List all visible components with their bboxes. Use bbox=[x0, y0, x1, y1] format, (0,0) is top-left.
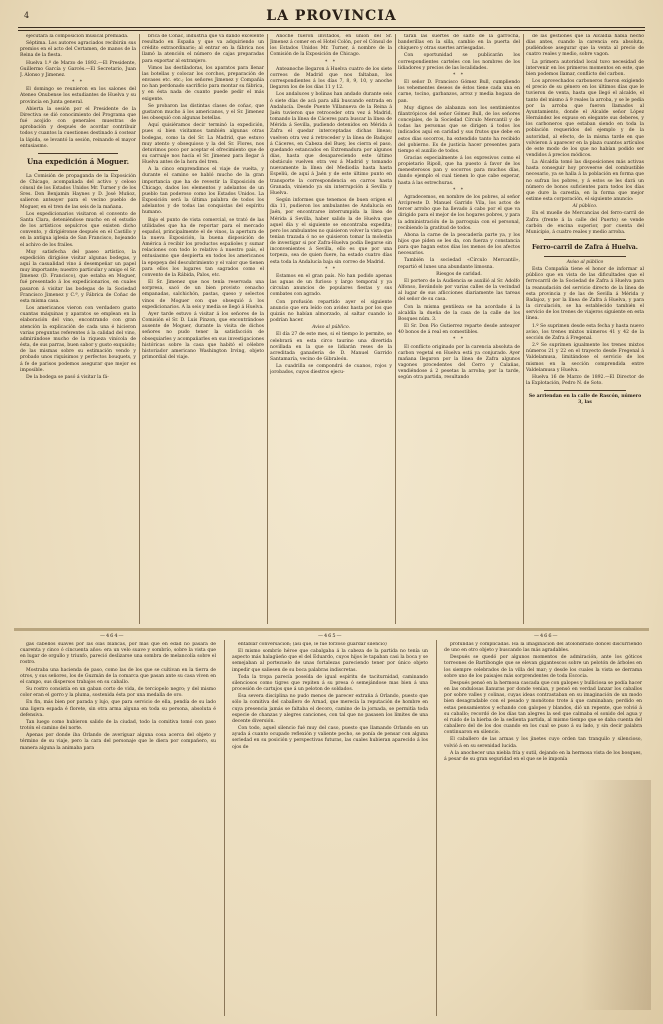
paragraph: entablar conversación; (así que, le fué forzoso guardar silencio) bbox=[238, 642, 387, 647]
paragraph: También la sociedad «Círculo Mercantil», repartió el lunes una abundante limosna. bbox=[398, 258, 520, 270]
paragraph: La cuadrilla se compondrá de cuanos, rojos y jorobados, cuyos diestros ejecu- bbox=[270, 364, 392, 376]
paragraph: Toda la tropa parecía poseída de igual espíritu de taciturnidad, caminando silenciosos como tigres que repiten á su presa ó semejándose mas bien á una procesión de cartujos que á un peloton de soldados. bbox=[232, 674, 428, 693]
paragraph: A la cinco emprendimos el viaje de vuelta, y durante el camino se habló mucho de la gran importancia que ha de revestir la Exposición de Chicago, dados los elementos y adelantos de un pueblo tan poderoso como los Estados Unidos. La Exposición será la última palabra de todos los adelantos y de todas las conquistas del espíritu humano. bbox=[142, 167, 264, 216]
column-rule bbox=[224, 640, 225, 1016]
paragraph: Gracias especialmente á los expresivos como el propietario Ripoll, que ha puesto á favor de los menesterosos pan y socorros para muchos días, dando ejemplo el cual tienen lo que cabe esperar, hasta á las estrechuras. bbox=[398, 155, 520, 186]
paragraph: Después se quedó por algunos momentos de admiración, ante los góticos torreones de Bartibongle que se elevan gigantescos sobre un pelotón de árboles en los siempre celebrados de la villa del mar; y desde los cuales la vista se derrama sobre uno de los paisajes más sorprendentes de toda Escocia. bbox=[444, 655, 642, 679]
paragraph: Aquí quisiéramos decir terminó la expedición, pues si bien visitamos también algunas otras bodegas, como la del Sr. La Madrid, que estuvo muy atento y obsequioso y la del Sr. Flores, nos detuvimos poco por aceptar el ofrecimiento que de su carruaje nos hacía el Sr. Jimenez para llegar á Huelva antes de la hora del tren. bbox=[142, 123, 264, 166]
paragraph: 2.º Se suprimen igualmente los trenes mixtos números 21 y 22 en el trayecto desde Fregenal á Valdelamusa, limitándose el servicio de los mismos en la sección comprendida entre Valdelamusa y Huelva. bbox=[526, 343, 644, 373]
paragraph: Apenas por donde iba Orlando de averiguar alguna cosa acerca del objeto y término de su viaje, pero la cara del personaje que le diera por compañero, su manera alguna la animaba para bbox=[20, 733, 216, 751]
paragraph: Los americanos vieron con verdadero gusto cuantas máquinas y aparatos se emplean en la elaboración del vino, encontrando con gran atención la explicación de cada una é hicieron varias preguntas referentes á la calidad del vino, admirándose mucho de la riqueza vinícola de ésta, de sus parras, buen sabor y gusto exquisito; de las mismas sobre su estimación vendo y probado unos riquísimos y perfectos bouquets, y á fe de parisos podemos asegurar que mejor es imposible. bbox=[20, 306, 136, 373]
column-2 bbox=[142, 34, 264, 624]
paragraph: Bajo el punto de vista comercial, se trató de las utilidades que ha de reportar para el mercado español, principalmente el de vinos, la apertura de la nueva Exposición, la buena disposición de América á recibir los productos españoles y sumar relaciones con todo lo relativo á nuestro país, el entusiasmo que despierta en todos los americanos la epopeya del descubrimiento y el valor que tienen para ellos los lugares tan sagrados como el convento de la Rábida, Palos, etc. bbox=[142, 217, 264, 278]
section-divider: * * bbox=[452, 72, 466, 78]
notice-heading: Riesgos de caridad. bbox=[436, 271, 482, 277]
paragraph: de las gestiones que la Alcaldía había hecho días antes, cuando la carencia era absoluta, pudiéndose asegurar que la venta al precio de cuatro reales y medio, sobre vagon. bbox=[526, 34, 644, 58]
notice-heading: Aviso al público. bbox=[312, 325, 350, 331]
folletin-rule bbox=[14, 628, 649, 631]
paragraph: Según informes que tenemos de buen origen el día 11, pudieron los ambulantes de Andalucía en Jaén, por encontrarse interrumpida la línea de Mérida á Sevilla, haber salido la de Huelva que aquel día y el siguiente se encontraba expedita; pero los ambulantes no quisieron volver la vista que tenían trazada ó no se quisieron tomar la molestia de investigar si por Zafra-Huelva podía llegarse sin inconvenientes á Sevilla, ello es que por una torpeza, sea de quien fuere, ha estado cuatro días esta toda la Andalucía baja sin correo de Madrid. bbox=[270, 198, 392, 265]
paragraph: Después pensó en la hermosa cascada que con galopes y bulliciosa se podía hacer en las ondulosas llanuras por donde venían, y pensó en verdad lanzar los caballos por sobre valles y colinas, cuyas ideas contrastaban en su imaginación de un modo bien desagradable con el pesado y monótono trote á que caminaban; perdido en estas pensamientos y echando con galopes y blandos, dió un repente, que volvió á su caballo; recordó de los días tan alegres la sed que calmaba el sonido del agua y el ruido de la hierba de la sedienta partida, al mismo tiempo que se daba cuenta del caballero del de los dos cuando en los cual se puso á su lado, y sin decir palabra continuaron en silencio. bbox=[444, 680, 642, 736]
section-divider: * * bbox=[452, 187, 466, 193]
paragraph: Los andaluces y bolinas han andado durante seis ó siete días de acá para allá buscando entrada en Andalucía. Desde Puente Villanueva de la Reina á Jaén tuvieron que retroceder otra vez á Madrid, tomando la línea de Cáceres para buscar la línea de Mérida á Sevilla, pudiendo detenidos en Mérida á Zafra el quedar interceptadas dichas líneas; vuelven otra vez á retroceder y la línea de Badajoz á Cáceres, en Cabeza del Buey, les cierra el paso, quedando estancados en Extremadura por algunos días, hasta que desapareciendo este último obstáculo vuelven otra vez á Madrid y tomando nuevamente la línea del Mediodía hasta hasta Espeliú, de aquí á Jaén y de este último punto en transporte la correspondencia en carros hasta Granada, viniendo ya sin interrupción á Sevilla y Huelva. bbox=[270, 92, 392, 196]
masthead bbox=[18, 8, 645, 26]
paragraph: El Sr. Don Pío Gutierrez reparte desde anteayer 40 bonos de á real en comestibles. bbox=[398, 324, 520, 336]
paragraph: El conflicto originado por la carencia absoluta de carbon vegetal en Huelva está ya conjurado. Ayer mañana llegaron por la línea de Zafra algunos vagones procedentes del Cerro y Calañas, vendiéndose á 2 pesetas la arroba; por la tarde, según otra partida, resultando bbox=[398, 344, 520, 381]
paragraph: Su rostro consistía en un gaban corto de vida, de terciopelo negro; y del mismo color eran el gorro y la pluma, sostenida ésta por una medalla de oro. bbox=[20, 687, 216, 699]
paragraph: Con profusión repartido ayer el siguiente anuncio que era leído con avidez hasta por los que quizás no habían almorzado, al saltar cuando lo podrían hacer. bbox=[270, 299, 392, 324]
article-headline: Ferro-carril de Zafra á Huelva. bbox=[532, 244, 638, 251]
serial-page-number: —464— bbox=[100, 633, 125, 639]
paragraph: En el muelle de Mercancías del ferro-carril de Zafra (frente á la calle del Puerto) se vende carbón de encina superior, por cuenta del Municipio, á cuatro reales y medio arroba. bbox=[526, 211, 644, 235]
paragraph: Huelva 16 de Marzo de 1892.—El Director de la Explotación, Pedro N. de Soto. bbox=[526, 374, 644, 386]
section-divider: * * bbox=[71, 80, 85, 86]
section-divider: * * bbox=[324, 266, 338, 272]
paragraph: En fin, más bien por parada y lujo, que para servicio de ella, pendía de su lado una ligera espada é florete, sin otra arma alguna en toda su persona, absoluta é defensiva. bbox=[20, 700, 216, 718]
paragraph: Abierta la sesión por el Presidente de la Directiva se dió conocimiento del Programa que fué acojido con generales muestras de aprobación y después de acordar contribuir todos y cuantos la cuestiones destinado á costear la lápida, se levantó la sesión, reinando el mayor entusiasmo. bbox=[20, 106, 136, 149]
paragraph: tarán las suertes de salto de la garrocha, banderillas en la silla, cambio en la puerta del chiquero y otras suertes arriesgadas. bbox=[398, 34, 520, 52]
column-rule bbox=[267, 34, 268, 624]
paragraph: El día 27 de este mes, si el tiempo lo permite, se celebrará en esta circo taurino una divertida novillada en la que se lidiarán reses de la acreditada ganadería de D. Manuel Garrido Santamaría, vecino de Gibraleón. bbox=[270, 332, 392, 362]
paragraph: El señor D. Francisco Gómez Bull, cumpliendo los vehementes deseos de éstos tiene cada una en carne, tocino, garbanzos, arroz y media hogaza de pan. bbox=[398, 80, 520, 104]
paragraph: 1.º Se suprimen desde esta fecha y hasta nuevo aviso, los trenes mixtos números 41 y 42 de la sección de Zafra á Fregenal. bbox=[526, 323, 644, 341]
divider-line bbox=[38, 170, 118, 171]
column-rule bbox=[139, 34, 140, 624]
divider-line bbox=[38, 153, 118, 154]
notice-heading: Aviso al público bbox=[566, 260, 604, 265]
paragraph: Los aprovechados carboneros fueron exigiendo el precio de su género en los últimos días que le tuvieron de venta, hasta que llegó el alcalde, el tanto del mismo á 9 reales la arroba, y se le pedía por la arroba que fueron llamados al Ayuntamiento, donde el Alcalde señor López Hernández les expuso en elegante sus deberes, y los carboneros que estaban siendo en toda la población requeridos del ejemplo y de la autoridad, al efecto, de la misma tarde en que volvieron á aparecer en la plaza cuantos artículos de este modo de los que no habían podido ser vendidos á precios módicos. bbox=[526, 79, 644, 158]
paragraph: De la bodega se pasó á visitar la fá- bbox=[26, 374, 109, 380]
paragraph: Séptima. Los autores agraciados recibirán sus premios en el acto del Certamen, de manos de la Reina de la fiesta. bbox=[20, 41, 136, 59]
header-rule-2 bbox=[18, 30, 645, 31]
paragraph: La primera autoridad local tuvo necesidad de intervenir en los primeros momentos en este, que bien podemos llamar, conflicto del carbon. bbox=[526, 59, 644, 77]
article-headline: Una expedición á Moguer. bbox=[26, 156, 130, 166]
paragraph: Muy dignos de alabanza son los sentimientos filantrópicos del señor Gómez Bull, de los señores concejales, de la Sociedad Círculo Mercantil y de todas las personas que se dirigen á todos los indicados aquí en caridad y sus frutos que debe en estos días socorros, ha extendido tanto ha recibido del gobierno. Es de justicia hacer presentes para tiempo el auxilio de todos. bbox=[398, 105, 520, 154]
paragraph: El portero de la Audiencia se auxilió al Sr. Adolfo Alfonso, llevándolo por varias calles de la vecindad al lugar de sus aflicciones diariamente las tareas del señor de su casa. bbox=[398, 278, 520, 303]
paragraph: Abona la carne de la pescadería parte ya, y los hijos que piden se les da, con fuerza y constancia para que hagan estos días los menos de los afectos necesarios. bbox=[398, 232, 520, 257]
paragraph: Esta Compañía tiene el honor de informar al público que en vista de las dificultades que el ferrocarril de la Sociedad de Zafra á Huelva para la reanudación del servicio directo de la línea de esta provincia y de las de Sevilla á Mérida y Badajoz, y por la línea de Zafra á Huelva, y para la circulación, se ha establecido también el servicio de los trenes de viajeros siguiente en esta línea. bbox=[526, 267, 644, 322]
header-rule bbox=[18, 27, 645, 28]
section-divider: * * bbox=[324, 59, 338, 65]
paragraph: Con la misma gentileza se ha acordado á la alcaldía la dueña de la casa de la calle de los Bosques núm. 3. bbox=[398, 304, 520, 322]
paragraph: Vimos las destiladoras, los aparatos para llenar las botellas y colocar los corchos, preparación de envases etc. etc.; los señores Jimenez y Compañía no han perdonado sacrificio para montar su fábrica, y en ésta nada de cuanto puede pedir el más exigente. bbox=[142, 65, 264, 102]
paragraph: Ayer tarde estuvo á visitar á los señores de la Comisión el Sr. D. Luis Pinzon, que encontrándose ausente de Moguer, durante la visita de dichos señores no pudo tener la satisfacción de obsequiarles y acompañarles en sus investigaciones históricas sobre la casa que habitó el célebre historiador americano Washington Irving, objeto primordial del viaje. bbox=[142, 311, 264, 360]
section-divider: * * bbox=[452, 337, 466, 343]
paper-stain bbox=[581, 780, 651, 1010]
divider-line bbox=[544, 256, 626, 257]
column-3 bbox=[270, 34, 392, 624]
column-rule bbox=[523, 34, 524, 624]
paragraph: El mismo sombrío héroe que cabalgaba á la cabeza de la partida no tenía un aspecto más halagüeño que el del Eduardo, cuyos hijos le tapaban casi la boca y se semejaban al portezuelo de unas fortalezas pareciendo tener por único objeto impedir que saliesen de su boca palabras indiscretas. bbox=[232, 649, 428, 673]
paragraph: Los expedicionarios visitaron el convento de Santa Clara, deteniéndose mucho en el estudio de los artísticos sepulcros que existen dicho convento, y dirigiéronse después en el Castillo y en la antigua iglesia de San Francisco, hojeando el achivo de los frailes. bbox=[20, 211, 136, 248]
paragraph: brica de Coñac, industria que va dando excelente resultado en España y que va adquiriendo un crédito extraordinario; al entrar en la fábrica nos llamó la atención el número de cajas preparadas para exportar al extranjero. bbox=[142, 34, 264, 64]
paragraph: Anoche fueron invitados, en unión del Sr. Jimenez á comer en el Hotel Colón, por el Cónsul de los Estados Unidos Mr. Turner, á nombre de la Comisión de la Exposición de Chicago. bbox=[270, 34, 392, 58]
serial-column-1 bbox=[20, 642, 216, 1016]
paragraph: A la anochecer una niebla fría y sutil, dejando en la hermosa vista de los bosques, á pesar de su gran seguridad en el que se le imponía bbox=[444, 750, 642, 762]
paragraph: profundas y complicadas. Ha la imaginación del atolondrado doncel discurriendo de uno en otro objeto y buscando las más agradables. bbox=[444, 642, 642, 654]
paragraph: Con todo, aquel silencio fué muy del caso, puesto que llamando Orlando en un ayuda á cuanto ocupado reflexión y valiente pecho, se ponía de pensar con alguna seriedad en su posición y perspectivas futuras, las cuales hubieran aparecido á los ojos de bbox=[232, 726, 428, 750]
serial-column-2 bbox=[232, 642, 428, 1016]
column-rule bbox=[395, 34, 396, 624]
page-number: 4 bbox=[24, 11, 30, 20]
serial-page-number: —466— bbox=[534, 633, 559, 639]
classified-ad: Se arriendan en la calle de Rascón, número 3, las bbox=[528, 394, 642, 406]
newspaper-title: LA PROVINCIA bbox=[266, 8, 397, 24]
column-5 bbox=[526, 34, 644, 624]
column-4 bbox=[398, 34, 520, 624]
paragraph: Anteanoche llegaron á Huelva cuatro de los siete correos de Madrid que nos faltaban, los correspondientes á los días 7, 8, 9, 10, y anoche llegaron los de los días 11 y 12. bbox=[270, 66, 392, 91]
paragraph: Mostraba una hacienda de paso, como las de los que se cultivan en la tierra de otros, y sus señores, los de Guzmán de la comarca que pasan ante su casa viven en el campo, sus dispersos trabajos en su caballo. bbox=[20, 667, 216, 685]
paragraph: Tan luego como hubieron salido de la ciudad, todo la comitiva tomó con paso trotón el camino del norte. bbox=[20, 719, 216, 732]
column-1 bbox=[20, 34, 136, 624]
notice-heading: Al público. bbox=[572, 204, 598, 210]
paragraph: ejecutará la composición musical premiada. bbox=[26, 34, 129, 39]
paragraph: La Comisión de propaganda de la Exposición de Chicago, acompañada del activo y celoso cónsul de los Estados Unidos Mr. Turner y de los Sres. Don Benjamin Haynes y D. José Muñoz, salieron anteayer para el vecino pueblo de Moguer, en el tren de las seis de la mañana. bbox=[20, 173, 136, 210]
paragraph: El domingo se reunieron en los salones del Ateneo Onubense los estudiantes de Huelva y su provincia en Junta general. bbox=[20, 87, 136, 105]
paragraph: El caballero de las armas y los jinetes cuyo orden tan tranquilo y silencioso, volvió á en su serenidad lucida. bbox=[444, 737, 642, 749]
column-rule bbox=[436, 640, 437, 1016]
divider-line bbox=[544, 239, 626, 240]
paragraph: Muy satisfecha del paseo artístico, la expedición dirigióse visitar algunas bodegas, y aquí la casualidad vino á desempeñar un papel muy importante; nuestro particular y amigo el Sr. Jimenez (D. Francisco), que estaba en Moguer, fué presentado á los expedicionarios, en cuales pasaron á visitar las bodegas de la Sociedad Francisco Jimenez y C.ª, y Fábrica de Coñac de esta misma casa. bbox=[20, 249, 136, 304]
paragraph: Huelva 1.º de Marzo de 1892.—El Presidente, Guillermo García y Garcés.—El Secretario, Juan J. Alonso y Jimenez. bbox=[20, 60, 136, 78]
paragraph: Estamos en el gran país. No han podido apenas las aguas de un furioso y largo temporal y ya circulan anuncios de populares fiestas y sus combates con agrado. bbox=[270, 273, 392, 298]
paragraph: Se probaron las distintas clases de coñac, que gustaron mucho á los americanos, y el Sr. Jimenez les obsequió con algunas botellas. bbox=[142, 103, 264, 122]
paragraph: El Sr. Jimenez que nos tenía reservada una sorpresa, sacó de un bien provisto cenacho empanadas, salchichón, pastas, queso y selectos vinos de Moguer con que obsequió á los expedicionarios. A la seis y media se llegó á Huelva. bbox=[142, 280, 264, 310]
divider-line bbox=[544, 390, 626, 391]
paragraph: Agradecemos, en nombre de los pobres, al señor Arcipreste D. Manuel Garrido Vila, los actos de tercer arrobo que ha llevado á cabo por el que va dirigido para el mejor de los hogares pobres, y para la administración de la parroquia con el personal, recibiendo la gratitud de todos. bbox=[398, 194, 520, 231]
paragraph: gas cabellos suaves por las olas blancas, por más que en edad no pasara de cuarenta y cinco ó cincuenta años: era un velo suave y sombrío, sobre la vista que en lugar de orgullo y triunfo, pareció deslizarse una sombra de melancolía sobre el rostro. bbox=[20, 642, 216, 666]
paragraph: Con oportunidad se publicarán los correspondientes carteles con los nombres de los lidiadores y precios de las localidades. bbox=[398, 53, 520, 71]
paragraph: Esa severa disciplina no pudo menos de parecer extraña á Orlando, puesto que sólo la comitiva del caballero de Arnad, que merecía la reputación de hombre en cuya presencia jamás se faltaba el decoro, camino de la jornada, se permitía toda especie de chanzas y alegres canciones, con tal que no pasasen los límites de una decente diversión. bbox=[232, 694, 428, 724]
serial-page-number: —465— bbox=[318, 633, 343, 639]
paragraph: La Alcaldía tomó las disposiciones más activas hasta conseguir hoy proveerse del combustible necesario, ya se halla á la población en forma que no sufran los pobres, y á estos se les dará un número de bonos suficientes para todos los días que dure la carestía, en la forma que mejor estime esta corporación, el siguiente anuncio: bbox=[526, 160, 644, 203]
